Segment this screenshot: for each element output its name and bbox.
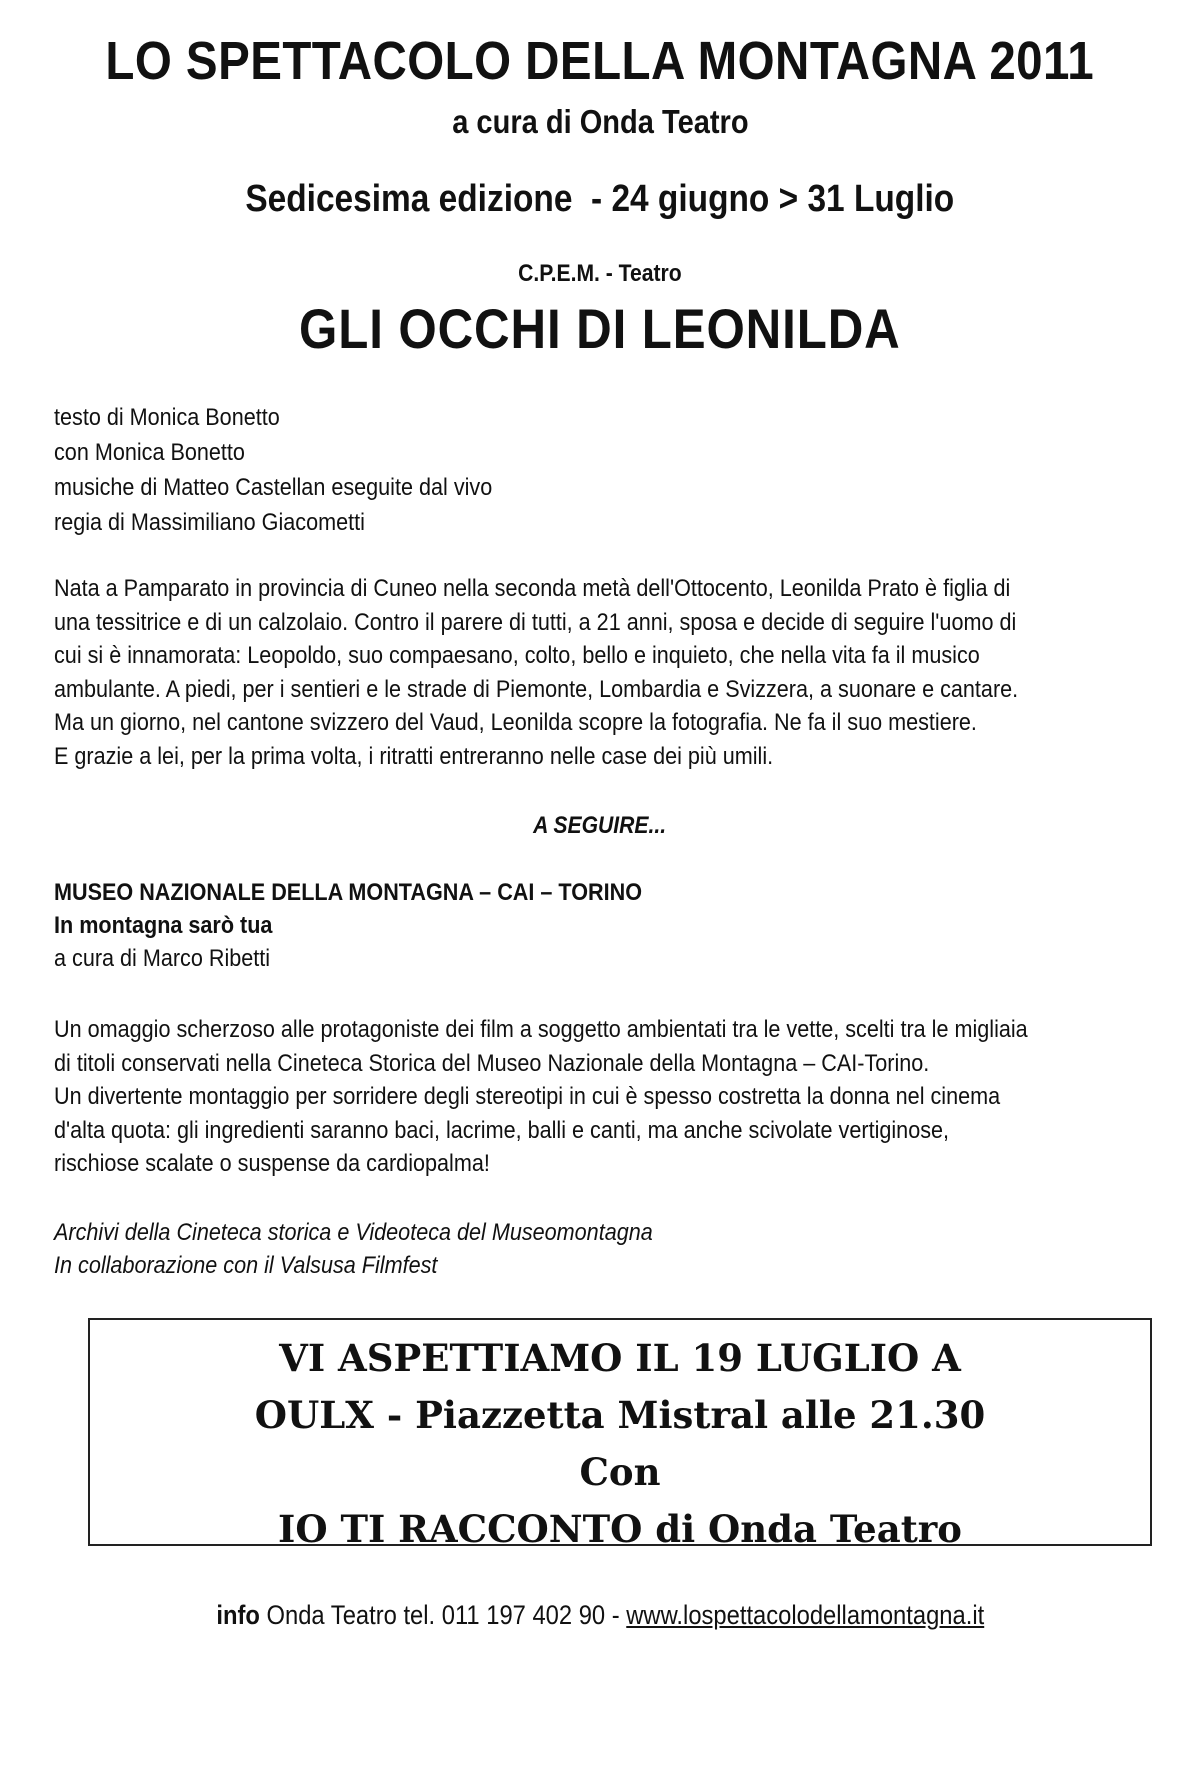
description-line: rischiose scalate o suspense da cardiopalma!: [54, 1150, 490, 1177]
invite-line: OULX - Piazzetta Mistral alle 21.30: [254, 1393, 986, 1437]
synopsis-line: E grazie a lei, per la prima volta, i ritratti entreranno nelle case dei più umili.: [54, 742, 774, 770]
description-line: Un omaggio scherzoso alle protagoniste dei film a soggetto ambientati tra le vette, scelti tra le migliaia: [54, 1016, 1028, 1043]
organizer-name: MUSEO NAZIONALE DELLA MONTAGNA – CAI – TORINO: [54, 879, 643, 906]
credit-line: con Monica Bonetto: [54, 439, 245, 466]
description-line: di titoli conservati nella Cineteca Storica del Museo Nazionale della Montagna – CAI-Torino.: [54, 1049, 930, 1077]
synopsis-line: cui si è innamorata: Leopoldo, suo compaesano, colto, bello e inquieto, che nella vita fa il musico: [54, 642, 980, 669]
theatre-company-text: C.P.E.M. - Teatro: [518, 260, 682, 287]
website-link[interactable]: www.lospettacolodellamontagna.it: [625, 1600, 984, 1630]
edition-dates-text: Sedicesima edizione - 24 giugno > 31 Luglio: [245, 178, 955, 220]
following-event-header: [54, 876, 707, 975]
show-title-text: GLI OCCHI DI LEONILDA: [299, 297, 901, 360]
credit-line: testo di Monica Bonetto: [54, 404, 280, 431]
description-line: Un divertente montaggio per sorridere degli stereotipi in cui è spesso costretta la donna nel cinema: [54, 1083, 1001, 1110]
show-title: [0, 296, 1200, 361]
archive-credit-line: In collaborazione con il Valsusa Filmfest: [54, 1252, 438, 1279]
contact-info: Onda Teatro tel. 011 197 402 90 -: [266, 1600, 620, 1630]
footer-info: [0, 1600, 1200, 1631]
archive-credit-line: Archivi della Cineteca storica e Videoteca del Museomontagna: [54, 1219, 653, 1246]
footer-text: [216, 1600, 984, 1631]
festival-curator: [0, 103, 1200, 141]
following-curator: a cura di Marco Ribetti: [54, 945, 271, 972]
show-synopsis: [54, 572, 1125, 773]
credit-line: regia di Massimiliano Giacometti: [54, 509, 365, 536]
following-title: In montagna sarò tua: [54, 912, 273, 939]
synopsis-line: una tessitrice e di un calzolaio. Contro il parere di tutti, a 21 anni, sposa e decide di seguire l'uomo di: [54, 608, 1017, 636]
archive-credits: [54, 1216, 719, 1282]
theatre-company: [0, 260, 1200, 288]
main-title-text: LO SPETTACOLO DELLA MONTAGNA 2011: [105, 31, 1095, 91]
main-title: [0, 30, 1200, 92]
invite-line: VI ASPETTIAMO IL 19 LUGLIO A: [279, 1336, 961, 1380]
following-description: [54, 1013, 1136, 1181]
festival-curator-text: a cura di Onda Teatro: [451, 103, 749, 140]
show-credits: [54, 400, 541, 540]
description-line: d'alta quota: gli ingredienti saranno baci, lacrime, balli e canti, ma anche scivolate vertiginose,: [54, 1116, 950, 1144]
invitation-box: [88, 1318, 1152, 1551]
invite-line: Con: [579, 1450, 661, 1494]
edition-dates: [0, 178, 1200, 221]
synopsis-line: Nata a Pamparato in provincia di Cuneo nella seconda metà dell'Ottocento, Leonilda Prato è figlia di: [54, 575, 1011, 602]
synopsis-line: ambulante. A piedi, per i sentieri e le strade di Piemonte, Lombardia e Svizzera, a suonare e cantare.: [54, 675, 1019, 703]
credit-line: musiche di Matteo Castellan eseguite dal vivo: [54, 474, 493, 501]
invite-line: IO TI RACCONTO di Onda Teatro: [278, 1507, 962, 1551]
info-label: info: [216, 1600, 260, 1630]
synopsis-line: Ma un giorno, nel cantone svizzero del Vaud, Leonilda scopre la fotografia. Ne fa il suo mestiere.: [54, 709, 977, 736]
a-seguire-text: A SEGUIRE...: [533, 812, 667, 839]
a-seguire-heading: [0, 812, 1200, 840]
